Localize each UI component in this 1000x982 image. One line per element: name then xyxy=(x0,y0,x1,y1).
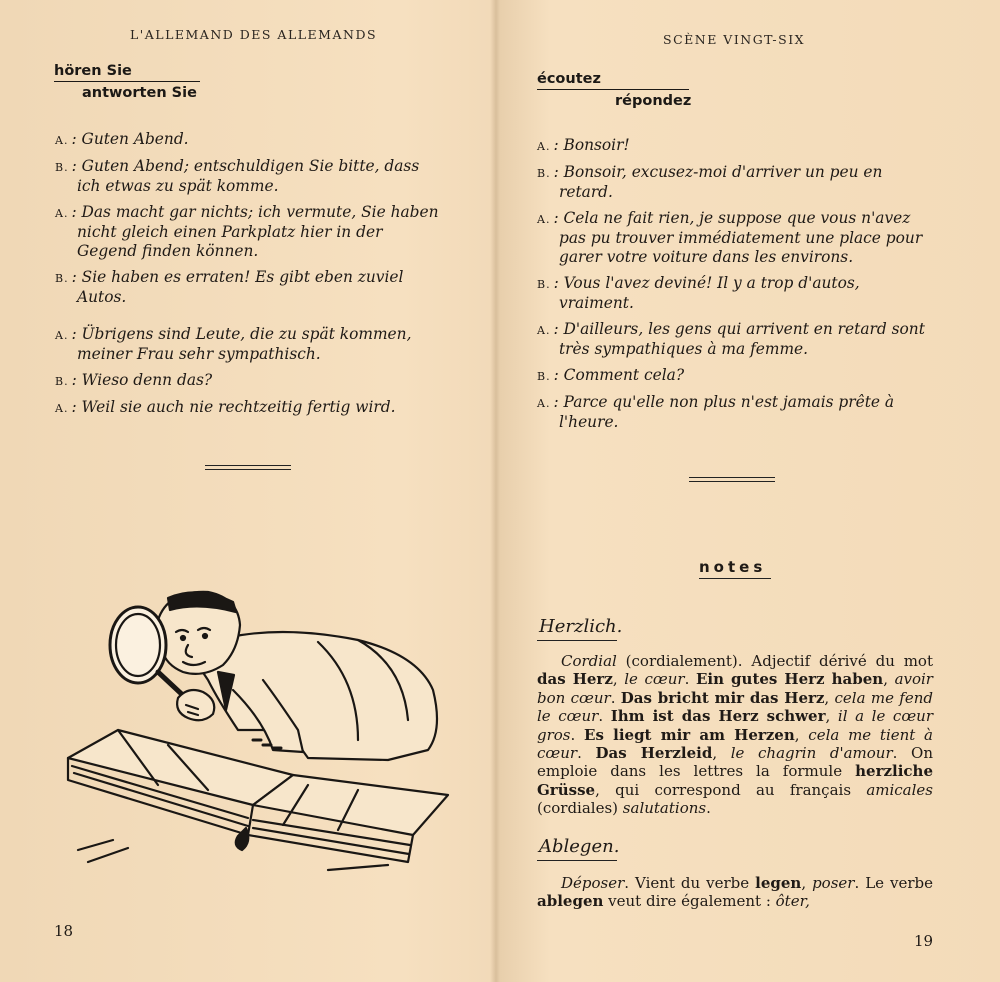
note-text: , xyxy=(712,744,731,763)
note-text: , qui correspond au français xyxy=(595,780,867,799)
left-page xyxy=(0,0,497,982)
running-head-left: L'ALLEMAND DES ALLEMANDS xyxy=(130,27,378,42)
dialogue-line xyxy=(537,320,933,359)
dialogue-text: : Parce qu'elle non plus n'est jamais prête à l'heure. xyxy=(553,393,895,431)
french-translation: poser xyxy=(812,874,855,892)
note-text: , xyxy=(883,670,895,689)
dialogue-text: : Weil sie auch nie rechtzeitig fertig wird. xyxy=(71,398,396,416)
speaker-label: B. xyxy=(537,278,551,291)
french-translation: salutations xyxy=(622,799,707,818)
dialogue-line xyxy=(537,209,933,267)
note-text: , xyxy=(612,670,625,689)
french-translation: il a le cœur gros xyxy=(537,707,933,744)
speaker-label: B. xyxy=(55,272,69,285)
dialogue-text: : Das macht gar nichts; ich vermute, Sie haben nicht gleich einen Parkplatz hier in der Gegend finden können. xyxy=(71,203,439,260)
dialogue-text: : Übrigens sind Leute, die zu spät kommen, meiner Frau sehr sympathisch. xyxy=(71,325,412,363)
speaker-label: A. xyxy=(537,213,551,226)
note-text: . xyxy=(610,688,621,707)
section-heading-listen: hören Sie xyxy=(54,63,132,79)
note-text: , xyxy=(801,874,813,892)
note-text: . xyxy=(577,744,596,763)
note-text: . xyxy=(684,670,696,689)
dialogue-text: : Sie haben es erraten! Es gibt eben zuviel Autos. xyxy=(71,268,404,306)
speaker-label: B. xyxy=(55,375,69,388)
german-term: Das Herzleid xyxy=(595,744,713,763)
note-text: . Vient du verbe xyxy=(624,874,756,892)
dialogue-line xyxy=(55,203,447,261)
french-translation: Cordial xyxy=(561,652,617,670)
dialogue-line xyxy=(55,268,447,307)
german-term: legen xyxy=(755,874,802,892)
note-text: . xyxy=(598,707,611,726)
dialogue-text: : Bonsoir! xyxy=(553,136,630,154)
dialogue-line xyxy=(55,398,447,418)
dialogue-text: : Cela ne fait rien, je suppose que vous n'avez pas pu trouver immédiatement une place pour garer votre voiture dans les environs. xyxy=(553,209,923,266)
running-head-right: SCÈNE VINGT-SIX xyxy=(663,32,806,47)
dialogue-line xyxy=(537,274,933,313)
french-translation: ôter, xyxy=(775,892,810,911)
dialogue-text: : D'ailleurs, les gens qui arrivent en retard sont très sympathiques à ma femme. xyxy=(553,320,925,358)
french-translation: le cœur xyxy=(624,670,685,689)
note-text: . xyxy=(706,799,711,818)
french-translation: Déposer xyxy=(561,874,625,892)
dialogue-text: : Vous l'avez deviné! Il y a trop d'autos, vraiment. xyxy=(553,274,860,312)
notes-underline xyxy=(699,578,771,579)
note-text: veut dire également : xyxy=(603,892,776,911)
speaker-label: A. xyxy=(55,402,69,415)
note-text: . xyxy=(570,725,585,744)
dialogue-line xyxy=(55,157,447,196)
dialogue-text: : Comment cela? xyxy=(553,366,685,384)
dialogue-french xyxy=(537,136,933,439)
note-term-underline xyxy=(537,640,617,641)
section-heading-repondez: répondez xyxy=(615,93,692,109)
note-term-underline xyxy=(537,860,617,861)
notes-heading: notes xyxy=(699,558,767,576)
page-number-left: 18 xyxy=(54,922,74,940)
french-translation: cela me fend le cœur xyxy=(537,688,933,726)
german-term: Ein gutes Herz haben xyxy=(695,670,884,689)
section-heading-ecoutez: écoutez xyxy=(537,71,601,87)
dialogue-line xyxy=(537,393,933,432)
dialogue-text: : Wieso denn das? xyxy=(71,371,213,389)
german-term: herzliche Grüsse xyxy=(537,762,933,799)
note-text: (cordiales) xyxy=(537,799,623,818)
speaker-label: B. xyxy=(55,161,69,174)
note-paragraph-herzlich xyxy=(537,652,933,818)
dialogue-line xyxy=(55,371,447,391)
speaker-label: A. xyxy=(55,134,69,147)
dialogue-line xyxy=(537,136,933,156)
speaker-label: B. xyxy=(537,167,551,180)
dialogue-german xyxy=(55,130,447,425)
german-term: ablegen xyxy=(537,892,604,911)
detective-illustration xyxy=(58,580,458,900)
german-term: Es liegt mir am Herzen xyxy=(584,725,795,744)
note-text: . Le verbe xyxy=(854,874,933,892)
note-text: , xyxy=(794,725,809,744)
german-term: Das bricht mir das Herz xyxy=(620,688,825,707)
heading-rule xyxy=(54,81,200,82)
note-text: , xyxy=(825,707,838,726)
dialogue-text: : Guten Abend. xyxy=(71,130,189,148)
dialogue-text: : Guten Abend; entschuldigen Sie bitte, dass ich etwas zu spät komme. xyxy=(71,157,420,195)
note-text: (cordialement). Adjectif dérivé du mot xyxy=(616,652,933,670)
note-text: . On emploie dans les lettres la formule xyxy=(537,744,933,781)
section-divider xyxy=(205,465,291,470)
french-translation: avoir bon cœur xyxy=(537,670,933,707)
german-term: Ihm ist das Herz schwer xyxy=(610,707,826,726)
note-paragraph-ablegen xyxy=(537,874,933,911)
dialogue-text: : Bonsoir, excusez-moi d'arriver un peu en retard. xyxy=(553,163,883,201)
dialogue-line xyxy=(537,163,933,202)
speaker-label: A. xyxy=(537,324,551,337)
french-translation: cela me tient à cœur xyxy=(537,725,934,763)
right-page xyxy=(503,0,1000,982)
speaker-label: A. xyxy=(537,397,551,410)
dialogue-line xyxy=(55,325,447,364)
note-text: , xyxy=(824,688,835,707)
german-term: das Herz xyxy=(537,670,613,689)
section-divider-right xyxy=(689,477,775,482)
page-number-right: 19 xyxy=(914,932,934,950)
french-translation: amicales xyxy=(866,780,933,799)
heading-rule-right xyxy=(537,89,689,90)
note-term-ablegen: Ablegen. xyxy=(539,836,620,857)
note-term-herzlich: Herzlich. xyxy=(539,616,623,637)
dialogue-line xyxy=(55,130,447,150)
speaker-label: B. xyxy=(537,370,551,383)
dialogue-line xyxy=(537,366,933,386)
speaker-label: A. xyxy=(55,329,69,342)
speaker-label: A. xyxy=(537,140,551,153)
section-heading-answer: antworten Sie xyxy=(82,85,197,101)
french-translation: le chagrin d'amour xyxy=(730,744,893,763)
speaker-label: A. xyxy=(55,207,69,220)
